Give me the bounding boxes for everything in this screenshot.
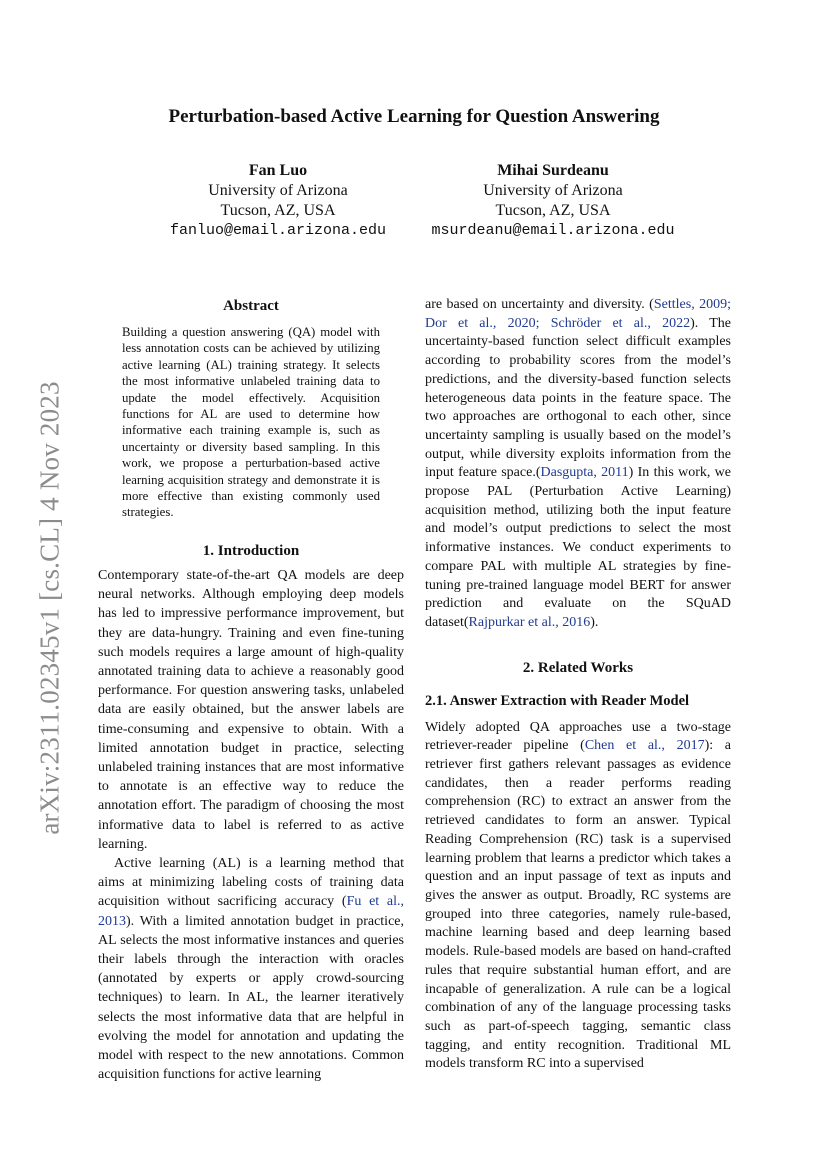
intro-paragraph-3 (425, 296, 731, 633)
text-span: ). With a limited annotation budget in practice, AL selects the most informative instances and queries their labels through the interaction with oracles (annotated by experts or apply crowd-sourcing techniques) to learn. In AL, the learner iteratively selects the most informative data that are helpful in evolving the model for annotation and updating the model with respect to the new annotations. Common acquisition functions for active learning (98, 913, 404, 1083)
subsection-heading: 2.1. Answer Extraction with Reader Model (425, 692, 690, 709)
related-paragraph-1 (425, 719, 731, 1074)
paper-title: Perturbation-based Active Learning for Question Answering (168, 106, 660, 127)
arxiv-identifier: arXiv:2311.02345v1 [cs.CL] 4 Nov 2023 (34, 381, 65, 835)
text-span: Widely adopted QA approaches use a two-stage retriever-reader pipeline ( (425, 719, 731, 754)
text-span: ): a retriever first gathers relevant passages as evidence candidates, then a reader performs reading comprehension (RC) to extract an answer from the retrieved candidates to form an answer. Typical Reading Comprehension (RC) task is a supervised learning problem that learns a predictor which takes a question and an input passage of text as inputs and gives the answer as output. Broadly, RC systems are grouped into three categories, namely rule-based, machine learning based and deep learning based models. Rule-based models are based on hand-crafted rules that require substantial human effort, and are incapable of generalization. A rule can be a logical combination of any of the language processing tasks such as part-of-speech tagging, semantic class tagging, and entity recognition. Traditional ML models transform RC into a supervised (425, 738, 732, 1072)
right-column (425, 296, 731, 1074)
abstract-heading: Abstract (223, 298, 279, 314)
author-email: fanluo@email.arizona.edu (169, 222, 387, 239)
citation-link[interactable]: Chen et al., 2017 (584, 738, 705, 754)
author-location: Tucson, AZ, USA (495, 202, 611, 219)
citation-link[interactable]: Dasgupta, 2011 (540, 465, 629, 481)
intro-paragraph-2 (98, 854, 404, 1084)
author-block-2 (403, 161, 703, 241)
author-name: Mihai Surdeanu (497, 162, 609, 179)
citation-link[interactable]: Settles, 2009; Dor et al., 2020; Schröder et al., 2022 (425, 297, 731, 331)
author-location: Tucson, AZ, USA (220, 202, 336, 219)
citation-link[interactable]: Fu et al., 2013 (98, 894, 404, 929)
author-affiliation: University of Arizona (483, 182, 623, 199)
abstract-text: Building a question answering (QA) model with less annotation costs can be achieved by utilizing active learning (AL) training strategy. It selects the most informative unlabeled training data to update the model effectively. Acquisition functions for AL are used to determine how informative each training example is, such as uncertainty or diversity based sampling. In this work, we propose a perturbation-based active learning acquisition strategy and demonstrate it is more effective than existing commonly used strategies. (122, 325, 380, 520)
citation-link[interactable]: Rajpurkar et al., 2016 (468, 614, 591, 630)
text-span: ) In this work, we propose PAL (Perturbation Active Learning) acquisition method, utilizing both the input feature and model’s output predictions to select the most informative instances. We conduct experiments to compare PAL with multiple AL strategies by fine-tuning pre-trained language model BERT for answer prediction and evaluate on the SQuAD dataset( (425, 465, 732, 630)
left-column (98, 296, 404, 1084)
text-span: Active learning (AL) is a learning method that aims at minimizing labeling costs of training data acquisition without sacrificing accuracy ( (98, 856, 404, 910)
author-block-1 (128, 161, 428, 241)
author-affiliation: University of Arizona (208, 182, 348, 199)
author-email: msurdeanu@email.arizona.edu (431, 222, 675, 239)
text-span: ). The uncertainty-based function select difficult examples according to probability scores from the model’s predictions, and the diversity-based function selects heterogeneous data points in the feature space. The two approaches are orthogonal to each other, since uncertainty sampling is usually based on the model’s output, while diversity exploits information from the input feature space.( (425, 315, 731, 481)
intro-paragraph-1: Contemporary state-of-the-art QA models are deep neural networks. Although employing deep models has led to impressive performance improvement, but they are data-hungry. Training and even fine-tuning such models requires a large amount of high-quality annotated training data to achieve a reasonably good performance. For question answering tasks, unlabeled data are easily obtained, but the answer labels are time-consuming and expensive to obtain. With a limited annotation budget in practice, selecting unlabeled training instances that are most informative to annotate is an effective way to reduce the annotation effort. The paradigm of choosing the most informative data to label is referred to as active learning. (98, 568, 404, 852)
introduction-heading: 1. Introduction (202, 543, 300, 559)
text-span: ). (590, 614, 599, 630)
text-span: are based on uncertainty and diversity. ( (425, 297, 654, 312)
related-works-heading: 2. Related Works (522, 659, 634, 676)
author-name: Fan Luo (248, 162, 308, 179)
